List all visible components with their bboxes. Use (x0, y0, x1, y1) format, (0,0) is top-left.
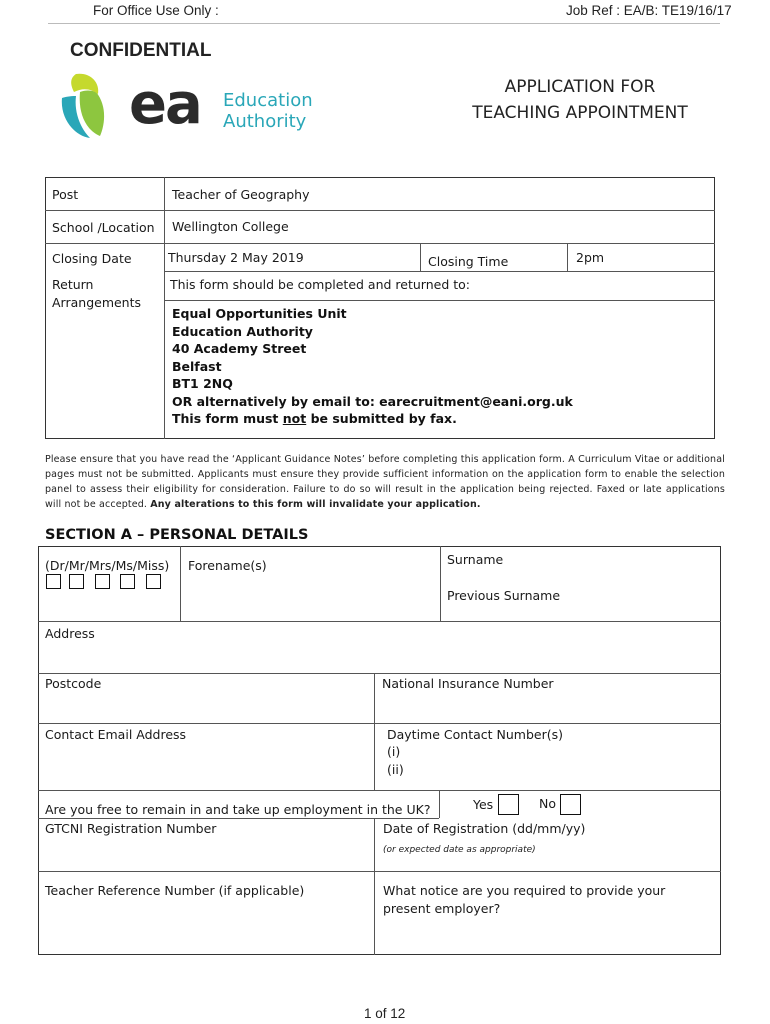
grid-divider (38, 621, 721, 622)
address-line: 40 Academy Street (172, 341, 307, 356)
post-label: Post (52, 187, 79, 202)
grid-divider (38, 818, 439, 819)
section-a-heading: SECTION A – PERSONAL DETAILS (45, 527, 309, 543)
office-use-label: For Office Use Only : (93, 3, 219, 18)
previous-surname-label: Previous Surname (447, 588, 561, 603)
grid-divider (374, 723, 375, 790)
closing-time-label: Closing Time (428, 254, 509, 269)
grid-divider (374, 818, 375, 955)
notice-question-line1: What notice are you required to provide your (383, 883, 666, 898)
yes-label: Yes (473, 797, 494, 812)
title-label: (Dr/Mr/Mrs/Ms/Miss) (45, 558, 170, 573)
title-miss-checkbox[interactable] (146, 574, 161, 589)
page-number: 1 of 12 (364, 1006, 406, 1021)
free-to-remain-question: Are you free to remain in and take up employment in the UK? (45, 802, 431, 817)
date-registration-note: (or expected date as appropriate) (383, 845, 536, 855)
fax-warning-a: This form must (172, 411, 283, 426)
daytime-contact-label: Daytime Contact Number(s) (387, 727, 563, 742)
no-checkbox[interactable] (560, 794, 581, 815)
return-label-line1: Return (52, 277, 94, 292)
ea-logo (56, 70, 336, 142)
guidance-notice (45, 452, 725, 512)
email-line: OR alternatively by email to: earecruitment@eani.org.uk (172, 393, 573, 409)
title-mrs-checkbox[interactable] (95, 574, 110, 589)
school-value: Wellington College (172, 219, 289, 234)
grid-divider (180, 546, 181, 622)
post-table-col-divider (164, 177, 165, 439)
gtcni-label: GTCNI Registration Number (45, 821, 217, 836)
title-mr-checkbox[interactable] (69, 574, 84, 589)
fax-warning-not: not (282, 411, 307, 426)
forename-label: Forename(s) (188, 558, 267, 573)
header-divider (48, 23, 720, 24)
closing-time-value-divider (567, 243, 568, 271)
closing-date-label: Closing Date (52, 251, 132, 266)
address-label: Address (45, 626, 95, 641)
grid-divider (38, 790, 721, 791)
school-label: School /Location (52, 220, 155, 235)
return-address (172, 305, 573, 428)
notice-question-line2: present employer? (383, 901, 501, 916)
address-line: Equal Opportunities Unit (172, 306, 347, 321)
post-table-row-divider (164, 300, 715, 301)
closing-date-value: Thursday 2 May 2019 (168, 250, 304, 265)
closing-time-divider (420, 243, 421, 271)
guidance-notice-text: Please ensure that you have read the ‘Applicant Guidance Notes’ before completing this application form. A Curriculum Vitae or additional pages must not be submitted. Applicants must ensure they provide sufficient information on the application form to enable the selection panel to assess their eligibility for consideration. Failure to do so will result in the application being rejected. Faxed or late applications will not be accepted. (45, 454, 725, 510)
logo-text-education: Education (223, 90, 313, 111)
address-line: Education Authority (172, 323, 313, 339)
title-ms-checkbox[interactable] (120, 574, 135, 589)
postcode-label: Postcode (45, 676, 102, 691)
grid-divider (38, 673, 721, 674)
grid-divider (439, 790, 440, 818)
guidance-notice-bold: Any alterations to this form will invalidate your application. (150, 499, 481, 510)
fax-warning-c: be submitted by fax. (306, 411, 457, 426)
return-label-line2: Arrangements (52, 295, 142, 310)
grid-divider (38, 723, 721, 724)
closing-time-value: 2pm (576, 250, 605, 265)
post-table-row-divider (45, 210, 715, 211)
date-registration-label: Date of Registration (dd/mm/yy) (383, 821, 586, 836)
ni-number-label: National Insurance Number (382, 676, 554, 691)
grid-divider (38, 871, 721, 872)
leaf-logo-icon (56, 70, 126, 142)
yes-checkbox[interactable] (498, 794, 519, 815)
surname-label: Surname (447, 552, 504, 567)
no-label: No (539, 796, 556, 811)
title-dr-checkbox[interactable] (46, 574, 61, 589)
form-title-line1: APPLICATION FOR (504, 77, 656, 97)
logo-mark: ea (129, 72, 201, 137)
post-table-row-divider (45, 243, 715, 244)
confidential-label: CONFIDENTIAL (70, 40, 212, 61)
post-value: Teacher of Geography (172, 187, 310, 202)
fax-warning (172, 410, 573, 428)
daytime-contact-ii: (ii) (387, 762, 404, 777)
address-line: Belfast (172, 358, 222, 374)
email-label: Contact Email Address (45, 727, 187, 742)
address-line: BT1 2NQ (172, 376, 233, 391)
teacher-reference-label: Teacher Reference Number (if applicable) (45, 883, 305, 898)
grid-divider (440, 546, 441, 622)
post-table-row-divider (164, 271, 715, 272)
grid-divider (374, 673, 375, 723)
daytime-contact-i: (i) (387, 744, 401, 759)
job-reference: Job Ref : EA/B: TE19/16/17 (566, 3, 732, 18)
logo-text-authority: Authority (223, 111, 307, 132)
form-title-line2: TEACHING APPOINTMENT (472, 103, 688, 123)
return-intro: This form should be completed and returned to: (170, 277, 470, 292)
form-title (430, 74, 730, 126)
